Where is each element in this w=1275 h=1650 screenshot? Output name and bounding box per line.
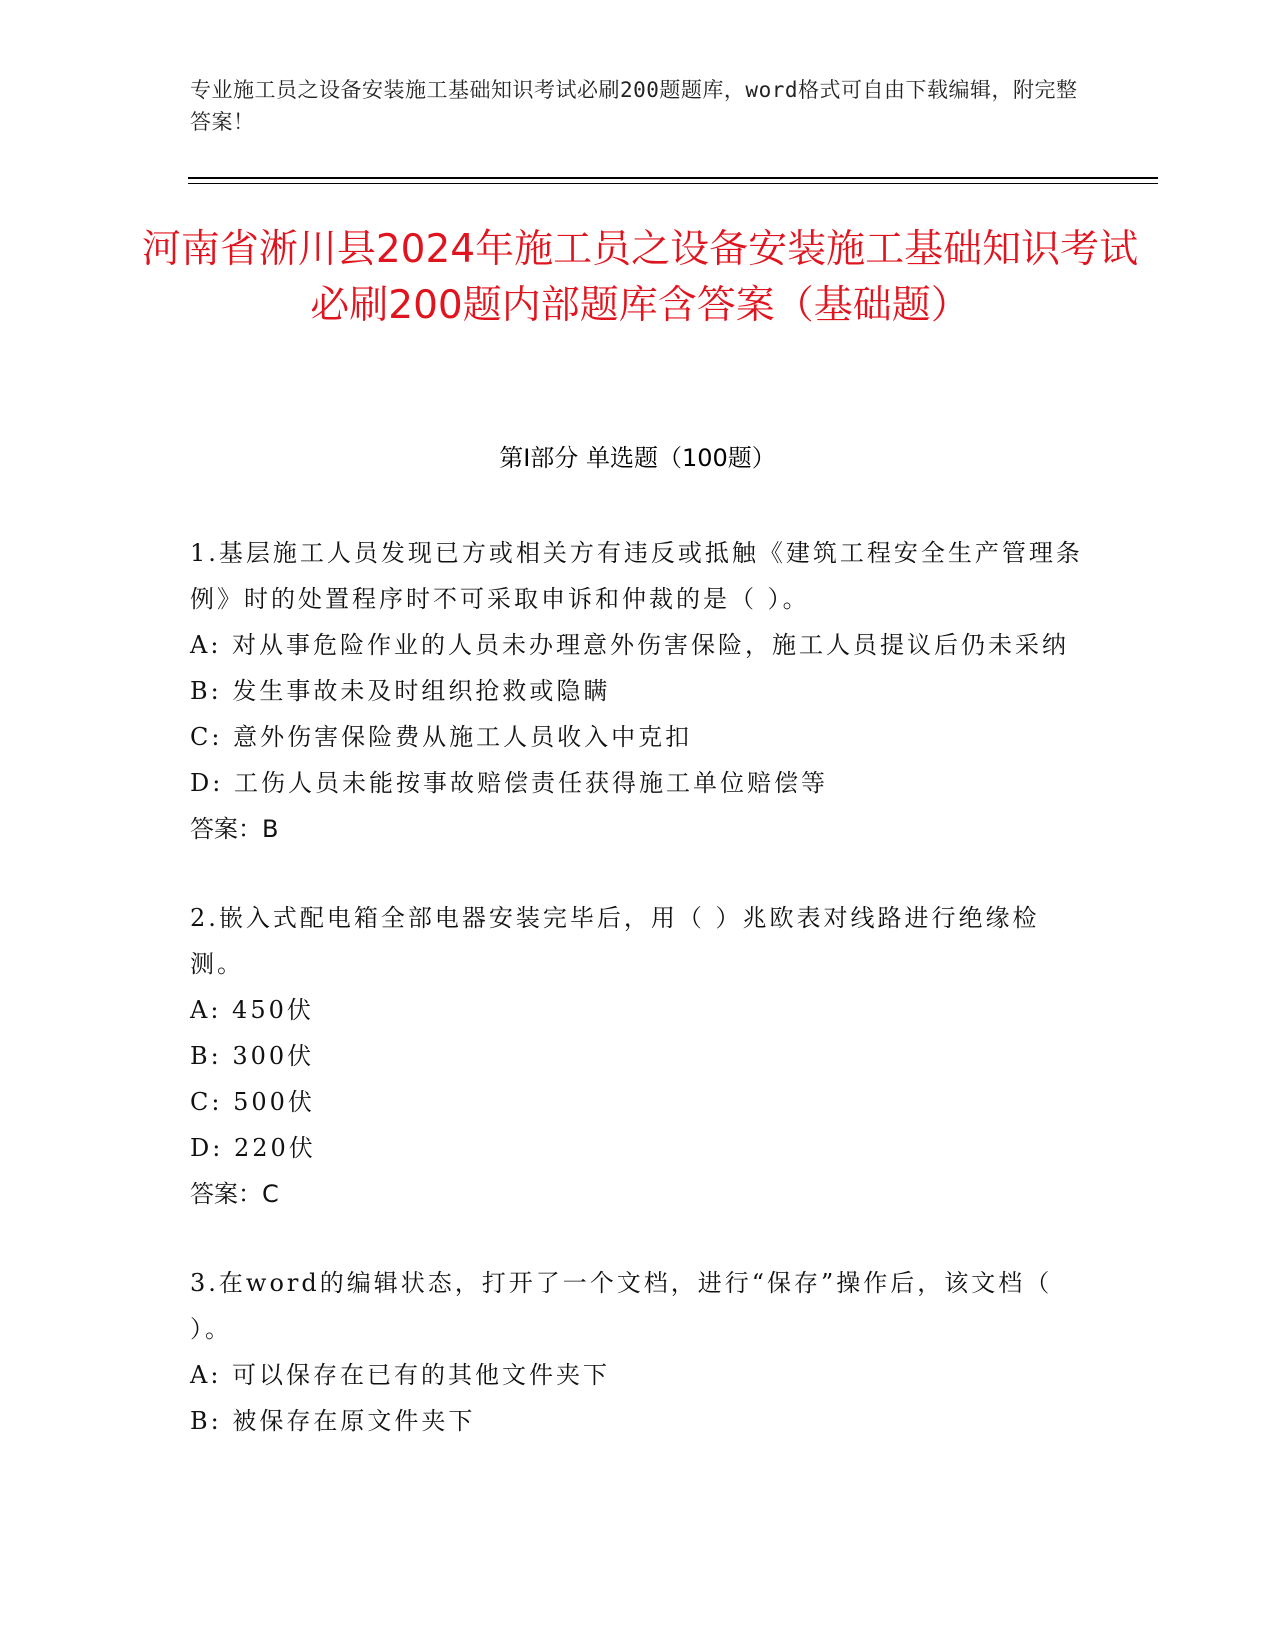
question-1: [190, 530, 1090, 852]
option-a: A: 对从事危险作业的人员未办理意外伤害保险，施工人员提议后仍未采纳: [190, 631, 1070, 659]
question-2: [190, 895, 1090, 1217]
option-b: B: 发生事故未及时组织抢救或隐瞒: [190, 677, 611, 705]
option-b: B: 被保存在原文件夹下: [190, 1407, 476, 1435]
question-stem: 1.基层施工人员发现已方或相关方有违反或抵触《建筑工程安全生产管理条例》时的处置程序时不可采取申诉和仲裁的是（ ）。: [190, 539, 1083, 613]
document-title: 河南省淅川县2024年施工员之设备安装施工基础知识考试必刷200题内部题库含答案（基础题）: [141, 227, 1139, 328]
option-c: C: 意外伤害保险费从施工人员收入中克扣: [190, 723, 693, 751]
question-stem: 2.嵌入式配电箱全部电器安装完毕后，用（ ）兆欧表对线路进行绝缘检测。: [190, 904, 1040, 978]
option-d: D: 工伤人员未能按事故赔偿责任获得施工单位赔偿等: [190, 769, 828, 797]
question-list: [190, 530, 1090, 1487]
question-stem: 3.在word的编辑状态，打开了一个文档，进行“保存”操作后，该文档（ ）。: [190, 1269, 1053, 1343]
option-b: B: 300伏: [190, 1042, 315, 1070]
header-note: 专业施工员之设备安装施工基础知识考试必刷200题题库，word格式可自由下载编辑，附完整答案！: [190, 78, 1078, 134]
option-a: A: 可以保存在已有的其他文件夹下: [190, 1361, 611, 1389]
header-rule-thin: [188, 183, 1158, 184]
option-c: C: 500伏: [190, 1088, 315, 1116]
option-a: A: 450伏: [190, 996, 314, 1024]
header-rule-thick: [188, 177, 1158, 179]
option-d: D: 220伏: [190, 1134, 316, 1162]
answer: 答案：C: [190, 1180, 279, 1208]
question-3: [190, 1260, 1090, 1444]
section-heading: 第I部分 单选题（100题）: [499, 444, 776, 472]
answer: 答案：B: [190, 815, 279, 843]
